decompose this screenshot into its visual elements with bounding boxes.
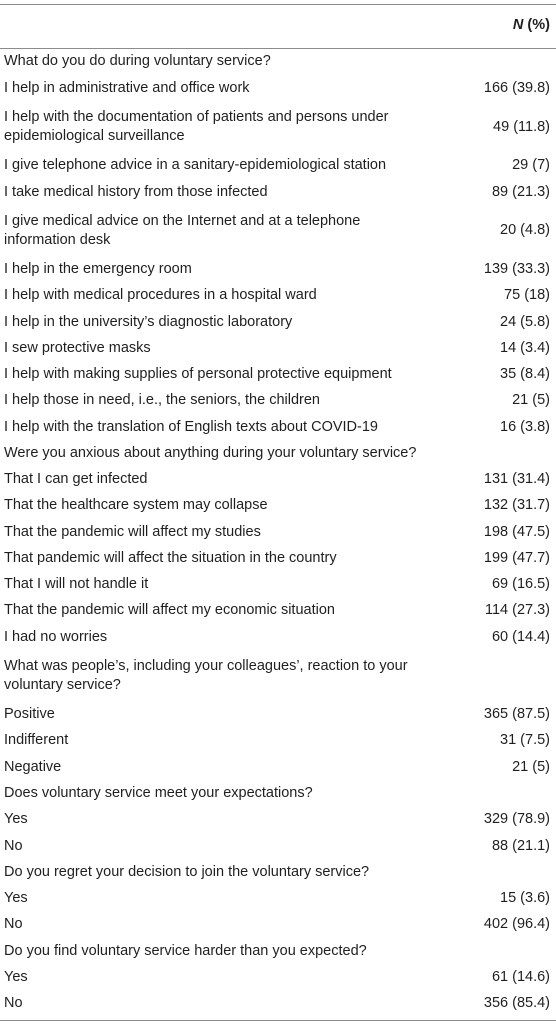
row-value: 166 (39.8) bbox=[483, 79, 550, 96]
row-value: 132 (31.7) bbox=[483, 497, 550, 514]
table-row bbox=[0, 205, 556, 256]
row-value: 365 (87.5) bbox=[483, 706, 550, 723]
table-row bbox=[0, 886, 556, 912]
row-label: I help in administrative and office work bbox=[4, 79, 250, 96]
row-label: I help with making supplies of personal protective equipment bbox=[4, 366, 392, 383]
percent-header-label: (%) bbox=[523, 17, 550, 33]
question-label: Were you anxious about anything during your voluntary service? bbox=[4, 444, 417, 461]
row-value: 15 (3.6) bbox=[500, 890, 550, 907]
row-label: That the pandemic will affect my studies bbox=[4, 523, 261, 540]
row-label: I help in the emergency room bbox=[4, 260, 192, 277]
table-row bbox=[0, 153, 556, 179]
row-value: 88 (21.1) bbox=[491, 837, 550, 854]
row-label: That I can get infected bbox=[4, 471, 148, 488]
row-label: Yes bbox=[4, 811, 28, 828]
row-value: 35 (8.4) bbox=[500, 366, 550, 383]
table-row bbox=[0, 624, 556, 650]
table-row bbox=[0, 572, 556, 598]
table-row bbox=[0, 519, 556, 545]
table-row bbox=[0, 257, 556, 283]
row-value: 61 (14.6) bbox=[491, 968, 550, 985]
row-label: That I will not handle it bbox=[4, 576, 149, 593]
row-value: 114 (27.3) bbox=[484, 602, 550, 619]
row-value: 198 (47.5) bbox=[483, 523, 550, 540]
table-row bbox=[0, 414, 556, 440]
row-value: 131 (31.4) bbox=[483, 471, 550, 488]
row-value: 31 (7.5) bbox=[500, 732, 550, 749]
row-label: I help with the documentation of patients and persons under epidemiological surveillance bbox=[4, 108, 389, 145]
question-row bbox=[0, 859, 556, 885]
table-row bbox=[0, 833, 556, 859]
question-row bbox=[0, 440, 556, 466]
question-label: Do you regret your decision to join the voluntary service? bbox=[4, 863, 370, 880]
bottom-rule bbox=[0, 1020, 556, 1021]
table-row bbox=[0, 964, 556, 990]
row-value: 89 (21.3) bbox=[491, 183, 550, 200]
row-label: I help in the university’s diagnostic laboratory bbox=[4, 313, 293, 330]
table-row bbox=[0, 467, 556, 493]
question-row bbox=[0, 49, 556, 75]
n-percent-column-header bbox=[513, 17, 550, 33]
table-row bbox=[0, 362, 556, 388]
row-value: 69 (16.5) bbox=[491, 576, 550, 593]
row-value: 14 (3.4) bbox=[500, 339, 550, 356]
row-label: That pandemic will affect the situation in the country bbox=[4, 549, 337, 566]
table-header bbox=[0, 4, 556, 48]
row-value: 49 (11.8) bbox=[493, 118, 550, 135]
table-row bbox=[0, 754, 556, 780]
question-label: What was people’s, including your colleagues’, reaction to your voluntary service? bbox=[4, 657, 408, 694]
table-row bbox=[0, 493, 556, 519]
row-value: 21 (5) bbox=[512, 392, 550, 409]
table-row bbox=[0, 283, 556, 309]
question-row bbox=[0, 781, 556, 807]
row-label: No bbox=[4, 916, 23, 933]
table-row bbox=[0, 807, 556, 833]
table-row bbox=[0, 179, 556, 205]
row-value: 402 (96.4) bbox=[483, 916, 550, 933]
row-label: I give telephone advice in a sanitary-epidemiological station bbox=[4, 157, 387, 174]
table-row bbox=[0, 309, 556, 335]
row-value: 20 (4.8) bbox=[500, 222, 550, 239]
row-value: 139 (33.3) bbox=[483, 260, 550, 277]
table-row bbox=[0, 702, 556, 728]
question-label: Do you find voluntary service harder than you expected? bbox=[4, 942, 367, 959]
question-row bbox=[0, 938, 556, 964]
table-row bbox=[0, 335, 556, 361]
row-label: I help with the translation of English texts about COVID-19 bbox=[4, 418, 378, 435]
row-value: 21 (5) bbox=[512, 758, 550, 775]
table-row bbox=[0, 545, 556, 571]
row-label: No bbox=[4, 837, 23, 854]
row-label: That the healthcare system may collapse bbox=[4, 497, 268, 514]
row-label: No bbox=[4, 995, 23, 1012]
table-row bbox=[0, 598, 556, 624]
row-label: Yes bbox=[4, 890, 28, 907]
row-value: 75 (18) bbox=[504, 287, 550, 304]
table-row bbox=[0, 991, 556, 1017]
table-row bbox=[0, 728, 556, 754]
row-value: 29 (7) bbox=[512, 157, 550, 174]
row-value: 199 (47.7) bbox=[483, 549, 550, 566]
row-label: Yes bbox=[4, 968, 28, 985]
question-label: What do you do during voluntary service? bbox=[4, 53, 271, 70]
row-value: 16 (3.8) bbox=[500, 418, 550, 435]
table-row bbox=[0, 388, 556, 414]
row-label: I help with medical procedures in a hospital ward bbox=[4, 287, 317, 304]
row-label: Negative bbox=[4, 758, 62, 775]
row-label: I sew protective masks bbox=[4, 339, 151, 356]
row-label: I take medical history from those infected bbox=[4, 183, 268, 200]
row-value: 24 (5.8) bbox=[500, 313, 550, 330]
row-label: Indifferent bbox=[4, 732, 69, 749]
n-header-label: N bbox=[512, 17, 524, 33]
table-row bbox=[0, 912, 556, 938]
row-label: Positive bbox=[4, 706, 55, 723]
row-label: I had no worries bbox=[4, 628, 108, 645]
table-row bbox=[0, 75, 556, 101]
question-row bbox=[0, 650, 556, 701]
row-value: 60 (14.4) bbox=[491, 628, 550, 645]
row-value: 329 (78.9) bbox=[483, 811, 550, 828]
table-row bbox=[0, 102, 556, 153]
table-body bbox=[0, 49, 556, 1017]
row-value: 356 (85.4) bbox=[483, 995, 550, 1012]
row-label: I help those in need, i.e., the seniors, the children bbox=[4, 392, 320, 409]
row-label: That the pandemic will affect my economic situation bbox=[4, 602, 335, 619]
row-label: I give medical advice on the Internet and at a telephone information desk bbox=[4, 212, 361, 248]
question-label: Does voluntary service meet your expectations? bbox=[4, 784, 313, 801]
